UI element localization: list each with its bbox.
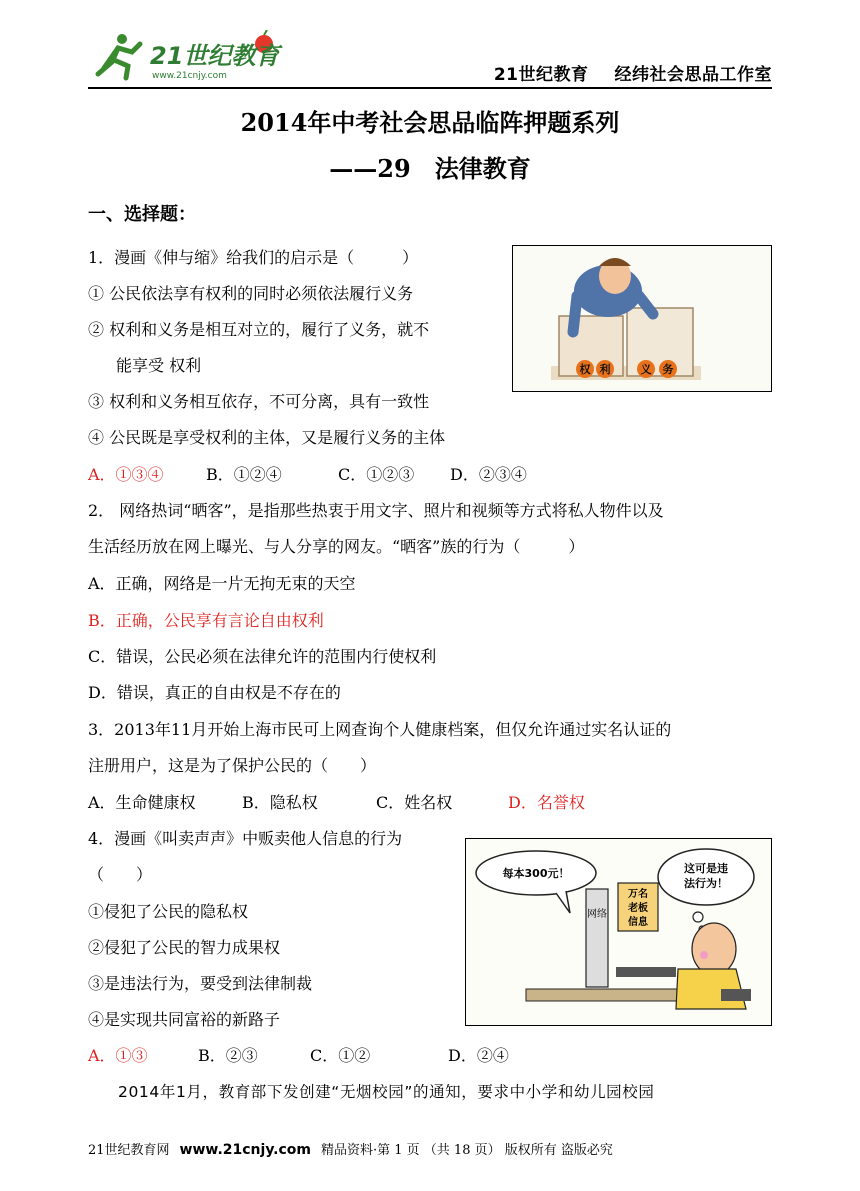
q1-option-d: D．②③④ bbox=[450, 465, 527, 484]
cartoon-label-li: 利 bbox=[599, 363, 611, 376]
q2-stem-2: 生活经历放在网上曝光、与人分享的网友。“晒客”族的行为（ ） bbox=[88, 537, 585, 556]
q1-option-a: A．①③④ bbox=[88, 465, 164, 484]
q1-item-3: ③ 权利和义务相互依存，不可分离，具有一致性 bbox=[88, 392, 430, 411]
q4-stem-1: 4．漫画《叫卖声声》中贩卖他人信息的行为 bbox=[88, 829, 403, 848]
footer bbox=[88, 1139, 613, 1158]
q4-stem-2: （ ） bbox=[88, 865, 153, 884]
q1-item-2-cont: 能享受 权利 bbox=[116, 356, 202, 375]
q1-item-1: ① 公民依法享有权利的同时必须依法履行义务 bbox=[88, 284, 414, 303]
header-studio: 经纬社会思品工作室 bbox=[614, 65, 772, 85]
header-org bbox=[468, 60, 772, 85]
book-text-1: 万名 bbox=[628, 889, 648, 900]
q5-intro: 2014年1月，教育部下发创建“无烟校园”的通知，要求中小学和幼儿园校园 bbox=[118, 1083, 655, 1101]
cartoon-label-yi: 义 bbox=[640, 363, 652, 376]
page-title: 2014年中考社会思品临阵押题系列 bbox=[240, 108, 620, 137]
q4-item-4: ④是实现共同富裕的新路子 bbox=[88, 1010, 281, 1029]
q2-option-c: C．错误，公民必须在法律允许的范围内行使权利 bbox=[88, 647, 437, 666]
q4-option-a: A．①③ bbox=[88, 1046, 148, 1065]
right-bubble-text-1: 这可是违 bbox=[684, 862, 728, 875]
q3-stem-2: 注册用户，这是为了保护公民的（ ） bbox=[88, 756, 377, 775]
q1-item-2: ② 权利和义务是相互对立的，履行了义务，就不 bbox=[88, 320, 430, 339]
page-subtitle: ——29 法律教育 bbox=[329, 154, 531, 183]
q4-item-1: ①侵犯了公民的隐私权 bbox=[88, 902, 249, 921]
phone bbox=[721, 989, 751, 1001]
cartoon-label-quan: 权 bbox=[579, 363, 591, 376]
right-bubble-text-2: 法行为！ bbox=[684, 877, 728, 890]
keyboard bbox=[616, 967, 676, 977]
q1-option-b: B．①②④ bbox=[206, 465, 282, 484]
book-text-2: 老板 bbox=[628, 903, 648, 914]
logo-text: 21世纪教育 bbox=[150, 42, 280, 70]
cartoon-label-wu: 务 bbox=[662, 363, 674, 376]
footer-url[interactable]: www.21cnjy.com bbox=[179, 1142, 311, 1158]
q4-option-c: C．①② bbox=[310, 1046, 371, 1065]
q2-stem-1: 2． 网络热词“晒客”，是指那些热衷于用文字、照片和视频等方式将私人物件以及 bbox=[88, 501, 664, 520]
header-org-name: 21世纪教育 bbox=[493, 65, 589, 85]
q4-option-d: D．②④ bbox=[448, 1046, 509, 1065]
book-text-3: 信息 bbox=[628, 917, 648, 928]
footer-site: 21世纪教育网 bbox=[88, 1143, 170, 1158]
computer-tower bbox=[586, 889, 608, 987]
logo-url: www.21cnjy.com bbox=[152, 71, 227, 81]
q3-option-b: B．隐私权 bbox=[242, 793, 318, 812]
q3-stem-1: 3．2013年11月开始上海市民可上网查询个人健康档案，但仅允许通过实名认证的 bbox=[88, 720, 672, 739]
footer-info: 精品资料·第 1 页 （共 18 页） 版权所有 盗版必究 bbox=[320, 1143, 613, 1158]
q2-option-a: A．正确，网络是一片无拘无束的天空 bbox=[88, 574, 356, 593]
left-bubble-text: 每本300元！ bbox=[502, 867, 570, 880]
site-logo bbox=[92, 30, 292, 84]
q4-option-b: B．②③ bbox=[198, 1046, 258, 1065]
q4-item-2: ②侵犯了公民的智力成果权 bbox=[88, 938, 281, 957]
q3-option-d: D．名誉权 bbox=[508, 793, 585, 812]
q1-item-4: ④ 公民既是享受权利的主体，又是履行义务的主体 bbox=[88, 428, 446, 447]
q1-option-c: C．①②③ bbox=[338, 465, 415, 484]
q1-cartoon bbox=[512, 245, 772, 392]
screen-label: 网络 bbox=[587, 909, 607, 920]
q3-option-a: A．生命健康权 bbox=[88, 793, 196, 812]
q4-options bbox=[88, 1043, 509, 1066]
q2-option-b: B．正确，公民享有言论自由权利 bbox=[88, 611, 324, 630]
q1-options bbox=[88, 462, 527, 485]
runner-icon bbox=[98, 34, 140, 78]
q3-options bbox=[88, 790, 585, 813]
q1-stem: 1．漫画《伸与缩》给我们的启示是（ ） bbox=[88, 248, 419, 267]
q4-item-3: ③是违法行为，要受到法律制裁 bbox=[88, 974, 313, 993]
man-head bbox=[692, 923, 736, 975]
q4-cartoon bbox=[465, 838, 772, 1026]
section-heading: 一、选择题： bbox=[88, 204, 196, 225]
q3-option-c: C．姓名权 bbox=[376, 793, 453, 812]
header-divider bbox=[88, 87, 772, 89]
q2-option-d: D．错误，真正的自由权是不存在的 bbox=[88, 683, 341, 702]
